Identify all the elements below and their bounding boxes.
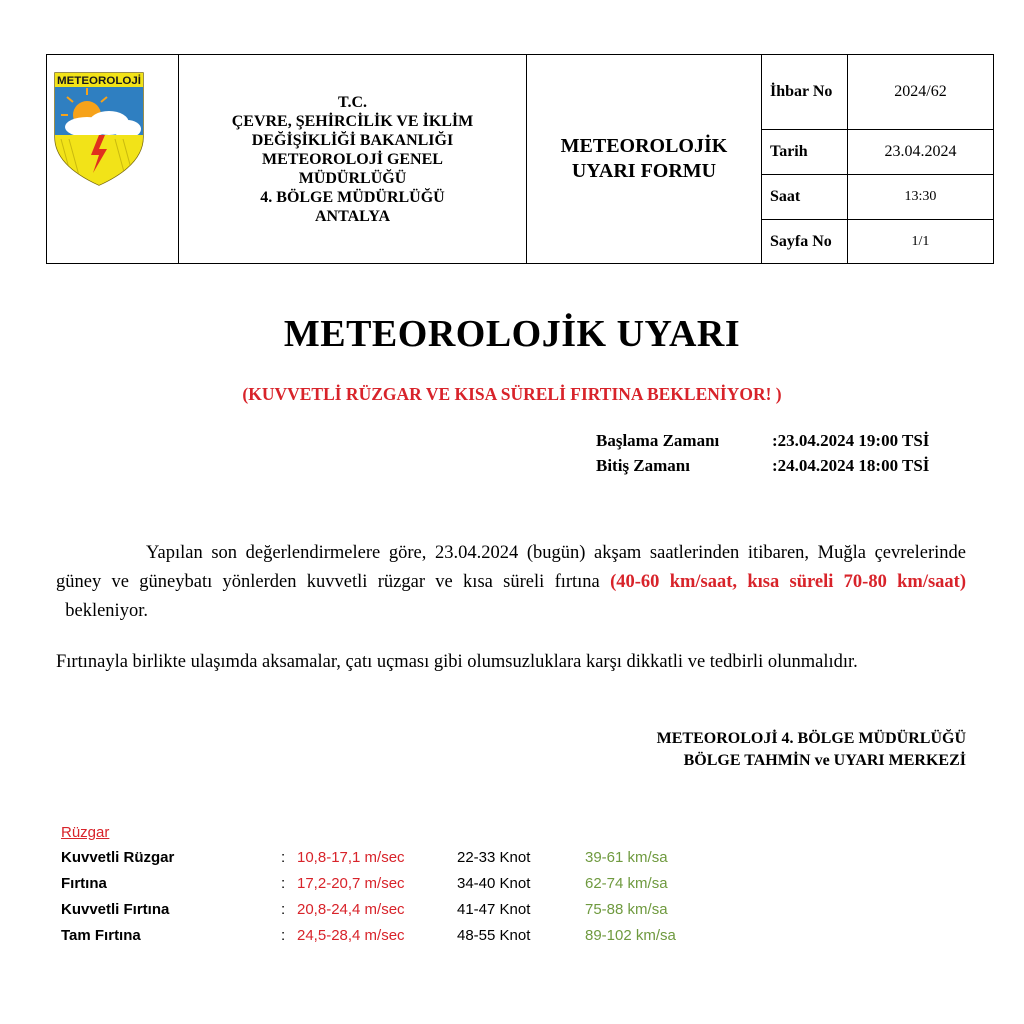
org-line: 4. BÖLGE MÜDÜRLÜĞÜ	[260, 188, 445, 206]
organization-block	[179, 55, 527, 263]
logo-cell	[47, 55, 179, 263]
speed-kmh: 62-74 km/sa	[585, 874, 668, 892]
separator: :	[281, 900, 286, 918]
separator: :	[281, 926, 286, 944]
page-title: METEOROLOJİK UYARI	[283, 313, 741, 355]
speed-knot: 48-55 Knot	[457, 926, 531, 944]
meta-row-saat	[762, 175, 993, 220]
separator: :	[281, 874, 286, 892]
org-line: ANTALYA	[315, 207, 390, 225]
speed-ms: 20,8-24,4 m/sec	[297, 900, 405, 918]
paragraph-text: Yapılan son değerlendirmelere göre, 23.04.2024 (bugün) akşam saatlerinden itibaren, Muğla çevrelerinde güney ve güneybatı yönlerden kuvvetli rüzgar ve kısa süreli fırtına	[56, 543, 966, 592]
end-time-row	[596, 453, 929, 478]
time-label: Bitiş Zamanı	[596, 455, 690, 475]
meta-table	[762, 55, 993, 263]
table-row	[61, 896, 725, 922]
meta-label: Sayfa No	[762, 220, 848, 263]
wind-category: Tam Fırtına	[61, 926, 141, 944]
signature-block	[657, 728, 966, 772]
meta-label: İhbar No	[762, 55, 848, 129]
meteoroloji-logo	[47, 55, 178, 265]
form-name-line: METEOROLOJİK	[560, 135, 728, 157]
separator: :	[281, 848, 286, 866]
time-label: Başlama Zamanı	[596, 430, 720, 450]
org-line: DEĞİŞİKLİĞİ BAKANLIĞI	[251, 131, 454, 149]
wind-category: Kuvvetli Fırtına	[61, 900, 170, 918]
table-row	[61, 844, 725, 870]
meta-value: 1/1	[911, 233, 930, 249]
wind-scale-table	[61, 822, 725, 948]
advice-paragraph: Fırtınayla birlikte ulaşımda aksamalar, çatı uçması gibi olumsuzluklara karşı dikkatli ve tedbirli olunmalıdır.	[56, 652, 858, 672]
validity-times	[596, 428, 929, 478]
wind-category: Kuvvetli Rüzgar	[61, 848, 175, 866]
wind-category: Fırtına	[61, 874, 107, 892]
meta-label: Tarih	[762, 130, 848, 174]
speed-kmh: 39-61 km/sa	[585, 848, 668, 866]
wind-speed-highlight: (40-60 km/saat, kısa süreli 70-80 km/saat)	[610, 572, 966, 592]
alert-subtitle: (KUVVETLİ RÜZGAR VE KISA SÜRELİ FIRTINA BEKLENİYOR! )	[242, 384, 782, 404]
speed-ms: 24,5-28,4 m/sec	[297, 926, 405, 944]
speed-knot: 41-47 Knot	[457, 900, 531, 918]
org-line: MÜDÜRLÜĞÜ	[298, 169, 407, 187]
start-time-row	[596, 428, 929, 453]
meta-value: 23.04.2024	[884, 143, 957, 160]
paragraph-tail: bekleniyor.	[56, 601, 148, 621]
speed-kmh: 89-102 km/sa	[585, 926, 676, 944]
time-value: :23.04.2024 19:00 TSİ	[772, 430, 930, 450]
org-line: METEOROLOJİ GENEL	[262, 150, 443, 168]
warning-paragraph	[56, 539, 966, 626]
org-line: T.C.	[337, 93, 368, 111]
logo-text: METEOROLOJİ	[57, 75, 138, 87]
meta-value: 13:30	[904, 189, 937, 204]
speed-kmh: 75-88 km/sa	[585, 900, 668, 918]
meta-row-sayfa	[762, 220, 993, 263]
org-line: ÇEVRE, ŞEHİRCİLİK VE İKLİM	[231, 112, 474, 130]
signature-line: METEOROLOJİ 4. BÖLGE MÜDÜRLÜĞÜ	[656, 730, 966, 747]
meta-row-tarih	[762, 130, 993, 175]
form-header	[46, 54, 994, 264]
meta-value: 2024/62	[894, 83, 947, 100]
meta-row-ihbar	[762, 55, 993, 130]
time-value: :24.04.2024 18:00 TSİ	[772, 455, 930, 475]
table-row	[61, 870, 725, 896]
signature-line: BÖLGE TAHMİN ve UYARI MERKEZİ	[683, 752, 966, 769]
speed-knot: 34-40 Knot	[457, 874, 531, 892]
table-row	[61, 922, 725, 948]
speed-ms: 10,8-17,1 m/sec	[297, 848, 405, 866]
form-name-block	[527, 55, 762, 263]
speed-ms: 17,2-20,7 m/sec	[297, 874, 405, 892]
speed-knot: 22-33 Knot	[457, 848, 531, 866]
form-name-line: UYARI FORMU	[571, 160, 717, 182]
meta-label: Saat	[762, 175, 848, 219]
wind-table-title: Rüzgar	[61, 824, 110, 841]
